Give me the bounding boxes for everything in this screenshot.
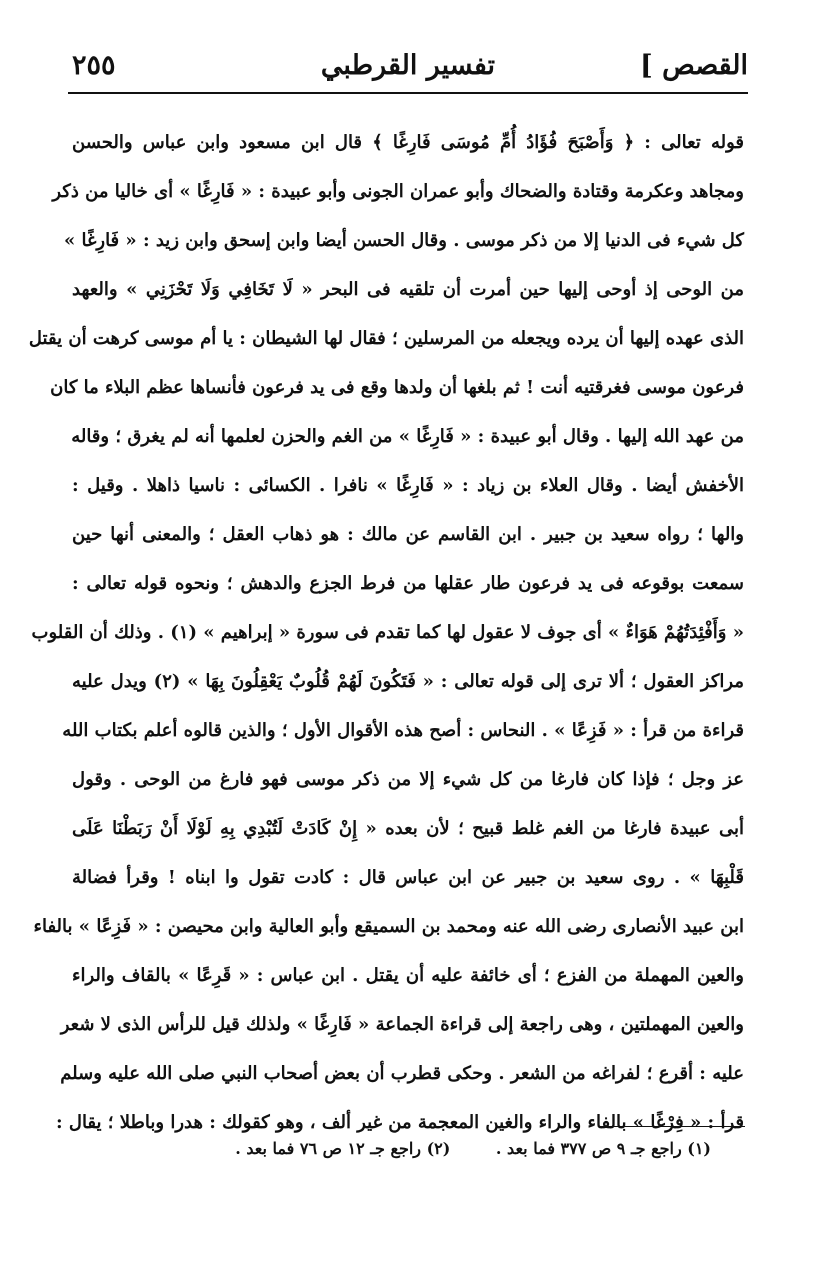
- page-number: ٢٥٥: [72, 50, 116, 81]
- text-line: عليه : أقرع ؛ لفراغه من الشعر . وحكى قطرب أن بعض أصحاب النبي صلى الله عليه وسلم: [60, 1063, 744, 1084]
- footnote-divider: [605, 1126, 745, 1127]
- text-line: ومجاهد وعكرمة وقتادة والضحاك وأبو عمران الجونى وأبو عبيدة : « فَارِغًا » أى خاليا من ذكر: [52, 181, 744, 202]
- text-line: مراكز العقول ؛ ألا ترى إلى قوله تعالى : « فَتَكُونَ لَهُمْ قُلُوبٌ يَعْقِلُونَ بِهَا » (٢) ويدل عليه: [72, 671, 744, 692]
- footnote-2: (٢) راجع جـ ١٢ ص ٧٦ فما بعد .: [235, 1139, 451, 1158]
- text-line: والعين المهملتين ، وهى راجعة إلى قراءة الجماعة « فَارِغًا » ولذلك قيل للرأس الذى لا شعر: [60, 1014, 744, 1035]
- text-line: أبى عبيدة فارغا من الغم غلط قبيح ؛ لأن بعده « إِنْ كَادَتْ لَتُبْدِي بِهِ لَوْلَا أَنْ رَبَطْنَا عَلَى: [72, 818, 744, 839]
- book-title: تفسير القرطبي: [320, 50, 496, 81]
- text-line: عز وجل ؛ فإذا كان فارغا من كل شيء إلا من ذكر موسى فهو فارغ من الوحى . وقول: [72, 769, 744, 790]
- text-line: والها ؛ رواه سعيد بن جبير . ابن القاسم عن مالك : هو ذهاب العقل ؛ والمعنى أنها حين: [72, 524, 744, 545]
- text-line: « وَأَفْئِدَتُهُمْ هَوَاءٌ » أى جوف لا عقول لها كما تقدم فى سورة « إبراهيم » (١) . وذلك أن القلوب: [31, 622, 744, 643]
- text-line: قوله تعالى : ﴿ وَأَصْبَحَ فُؤَادُ أُمِّ مُوسَى فَارِغًا ﴾ قال ابن مسعود وابن عباس والحسن: [72, 132, 744, 153]
- text-line: والعين المهملة من الفزع ؛ أى خائفة عليه أن يقتل . ابن عباس : « قَرِعًا » بالقاف والراء: [72, 965, 744, 986]
- body-text: [28, 118, 744, 1147]
- page-header: [68, 40, 748, 92]
- text-line: قراءة من قرأ : « فَزِعًا » . النحاس : أصح هذه الأقوال الأول ؛ والذين قالوه أعلم بكتاب الله: [62, 720, 744, 741]
- header-divider: [68, 92, 748, 94]
- footnote-1: (١) راجع جـ ٩ ص ٣٧٧ فما بعد .: [495, 1139, 711, 1158]
- text-line: قرأ : « فِرْغًا » بالفاء والراء والغين المعجمة من غير ألف ، وهو كقولك : هدرا وباطلا ؛ يقال :: [55, 1112, 744, 1133]
- footnotes: [131, 1135, 711, 1163]
- text-line: الذى عهده إليها أن يرده ويجعله من المرسلين ؛ فقال لها الشيطان : يا أم موسى كرهت أن يقتل: [28, 328, 744, 349]
- text-line: فرعون موسى فغرقتيه أنت ! ثم بلغها أن ولدها وقع فى يد فرعون فأنساها عظم البلاء ما كان: [50, 377, 744, 398]
- text-line: من عهد الله إليها . وقال أبو عبيدة : « فَارِغًا » من الغم والحزن لعلمها أنه لم يغرق ؛ وقاله: [71, 426, 744, 447]
- text-line: الأخفش أيضا . وقال العلاء بن زياد : « فَارِغًا » نافرا . الكسائى : ناسيا ذاهلا . وقيل :: [72, 475, 744, 496]
- text-line: كل شيء فى الدنيا إلا من ذكر موسى . وقال الحسن أيضا وابن إسحق وابن زيد : « فَارِغًا »: [63, 230, 744, 251]
- text-line: من الوحى إذ أوحى إليها حين أمرت أن تلقيه فى البحر « لَا تَخَافِي وَلَا تَحْزَنِي » والعهد: [72, 279, 744, 300]
- section-title: القصص ]: [639, 50, 748, 81]
- text-line: سمعت بوقوعه فى يد فرعون طار عقلها من فرط الجزع والدهش ؛ ونحوه قوله تعالى :: [72, 573, 744, 594]
- text-line: ابن عبيد الأنصارى رضى الله عنه ومحمد بن السميقع وأبو العالية وابن محيصن : « فَزِعًا » بالفاء: [33, 916, 744, 937]
- text-line: قَلْبِهَا » . روى سعيد بن جبير عن ابن عباس قال : كادت تقول وا ابناه ! وقرأ فضالة: [72, 867, 744, 888]
